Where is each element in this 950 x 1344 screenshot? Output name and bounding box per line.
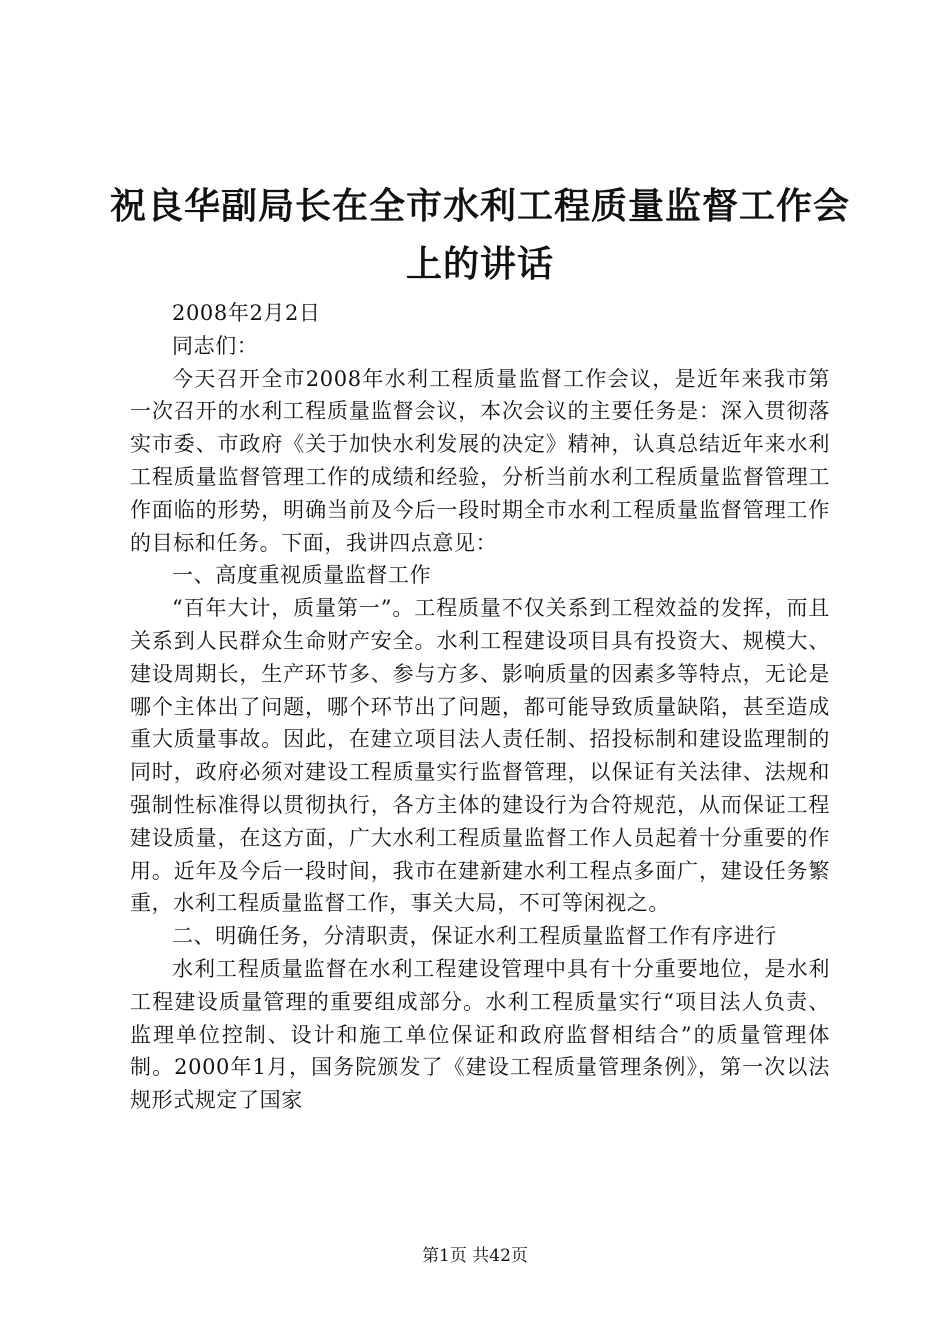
section-heading-1: 一、高度重视质量监督工作 (172, 563, 432, 588)
date-line: 2008年2月2日 (172, 301, 321, 325)
paragraph-section-1: “百年大计，质量第一”。工程质量不仅关系到工程效益的发挥，而且关系到人民群众生命财产安全。水利工程建设项目具有投资大、规模大、建设周期长，生产环节多、参与方多、影响质量的因素多等特点，无论是哪个主体出了问题，哪个环节出了问题，都可能导致质量缺陷，甚至造成重大质量事故。因此，在建立项目法人责任制、招投标制和建设监理制的同时，政府必须对建设工程质量实行监督管理，以保证有关法律、法规和强制性标准得以贯彻执行，各方主体的建设行为合符规范，从而保证工程建设质量，在这方面，广大水利工程质量监督工作人员起着十分重要的作用。近年及今后一段时间，我市在建新建水利工程点多面广，建设任务繁重，水利工程质量监督工作，事关大局，不可等闲视之。 (130, 596, 830, 916)
document-title: 祝良华副局长在全市水利工程质量监督工作会上的讲话 (110, 186, 851, 285)
salutation: 同志们： (172, 333, 259, 358)
paragraph-intro: 今天召开全市2008年水利工程质量监督工作会议，是近年来我市第一次召开的水利工程质量监督会议，本次会议的主要任务是：深入贯彻落实市委、市政府《关于加快水利发展的决定》精神，认真总结近年来水利工程质量监督管理工作的成绩和经验，分析当前水利工程质量监督管理工作面临的形势，明确当前及今后一段时期全市水利工程质量监督管理工作的目标和任务。下面，我讲四点意见： (130, 366, 830, 555)
page-number-footer: 第1页 共42页 (422, 1246, 528, 1266)
section-heading-2: 二、明确任务，分清职责，保证水利工程质量监督工作有序进行 (172, 924, 777, 949)
paragraph-section-2: 水利工程质量监督在水利工程建设管理中具有十分重要地位，是水利工程建设质量管理的重要组成部分。水利工程质量实行“项目法人负责、监理单位控制、设计和施工单位保证和政府监督相结合”的质量管理体制。2000年1月，国务院颁发了《建设工程质量管理条例》，第一次以法规形式规定了国家 (130, 956, 830, 1113)
document-body (130, 297, 830, 1117)
